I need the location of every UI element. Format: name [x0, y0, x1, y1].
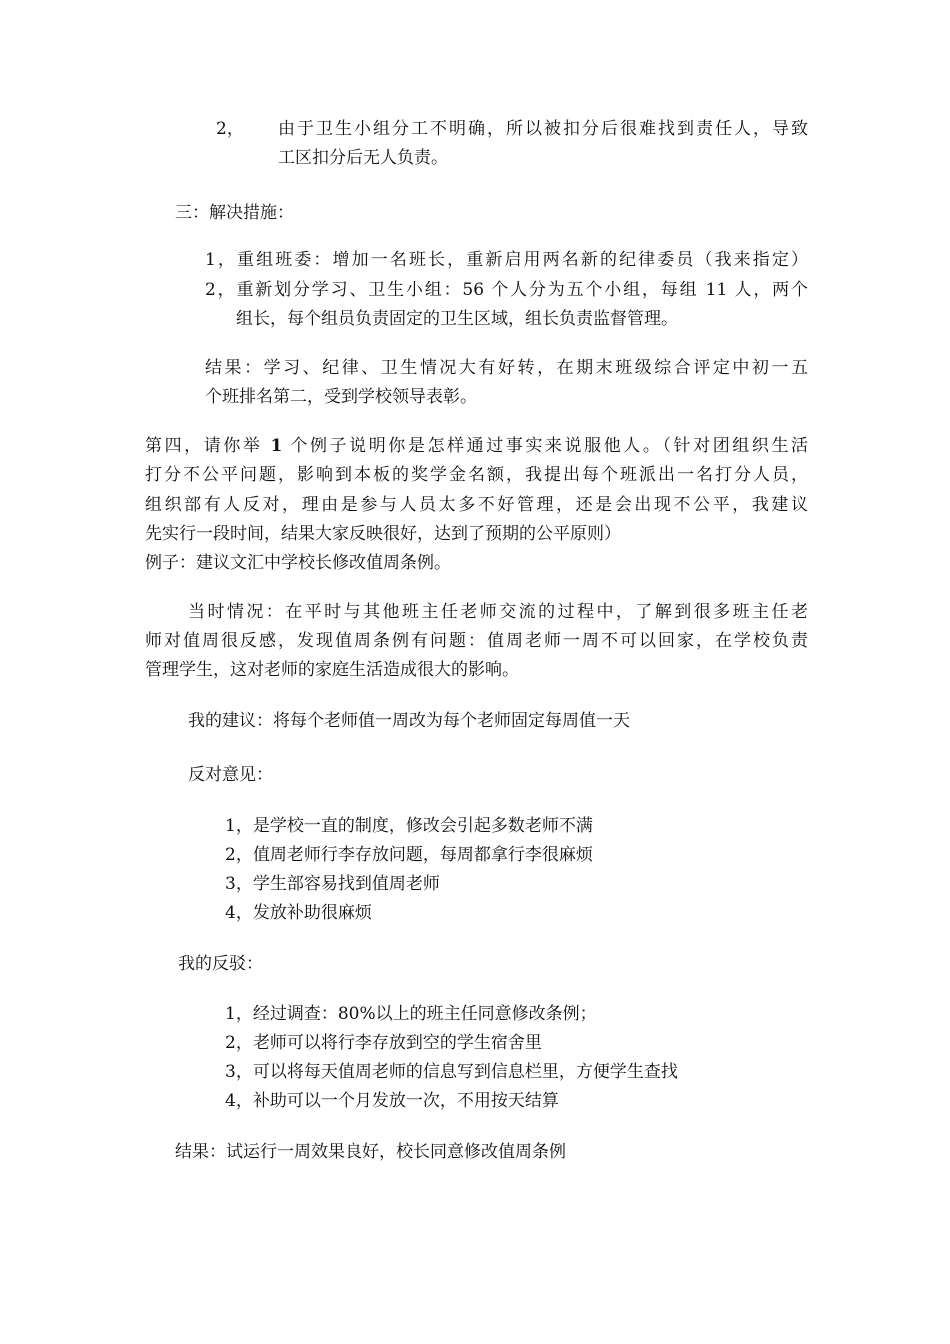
rebuttal-item: 1，经过调查：80%以上的班主任同意修改条例；: [225, 1004, 597, 1024]
objection-item: 3，学生部容易找到值周老师: [225, 874, 440, 894]
question-number: 1: [270, 436, 283, 456]
situation-line: 管理学生，这对老师的家庭生活造成很大的影响。: [145, 660, 519, 680]
result-text: 结果：学习、纪律、卫生情况大有好转，在期末班级综合评定中初一五: [205, 358, 808, 378]
paragraph-line: 工区扣分后无人负责。: [278, 148, 448, 168]
final-result: 结果：试运行一周效果良好，校长同意修改值周条例: [175, 1142, 566, 1162]
paragraph-line: 由于卫生小组分工不明确，所以被扣分后很难找到责任人，导致: [278, 119, 808, 139]
situation-line: 当时情况：在平时与其他班主任老师交流的过程中，了解到很多班主任老: [188, 602, 808, 622]
rebuttal-item: 4，补助可以一个月发放一次，不用按天结算: [225, 1091, 559, 1111]
list-number: 2，: [216, 119, 244, 139]
question-line: 组织部有人反对，理由是参与人员太多不好管理，还是会出现不公平，我建议: [145, 495, 808, 515]
result-text: 个班排名第二，受到学校领导表彰。: [205, 387, 477, 407]
example-line: 例子：建议文汇中学校长修改值周条例。: [145, 553, 451, 573]
objections-heading: 反对意见：: [188, 765, 273, 785]
question-line: 打分不公平问题，影响到本板的奖学金名额，我提出每个班派出一名打分人员，: [145, 465, 808, 485]
objection-item: 1，是学校一直的制度，修改会引起多数老师不满: [225, 816, 593, 836]
objection-item: 2，值周老师行李存放问题，每周都拿行李很麻烦: [225, 845, 593, 865]
objection-item: 4，发放补助很麻烦: [225, 903, 372, 923]
question-line: 第四，请你举 1 个例子说明你是怎样通过事实来说服他人。（针对团组织生活: [145, 436, 809, 456]
list-item: 2，重新划分学习、卫生小组：56 个人分为五个小组，每组 11 人，两个: [205, 280, 808, 300]
situation-line: 师对值周很反感，发现值周条例有问题：值周老师一周不可以回家，在学校负责: [145, 631, 808, 651]
rebuttal-item: 2，老师可以将行李存放到空的学生宿舍里: [225, 1033, 542, 1053]
list-item: 1，重组班委：增加一名班长，重新启用两名新的纪律委员（我来指定）: [205, 250, 808, 270]
rebuttal-heading: 我的反驳：: [178, 954, 263, 974]
suggestion-line: 我的建议：将每个老师值一周改为每个老师固定每周值一天: [188, 711, 630, 731]
section-heading: 三：解决措施：: [175, 203, 294, 223]
list-item-continued: 组长，每个组员负责固定的卫生区域，组长负责监督管理。: [236, 309, 678, 329]
question-line: 先实行一段时间，结果大家反映很好，达到了预期的公平原则）: [145, 524, 621, 544]
rebuttal-item: 3，可以将每天值周老师的信息写到信息栏里，方便学生查找: [225, 1062, 678, 1082]
